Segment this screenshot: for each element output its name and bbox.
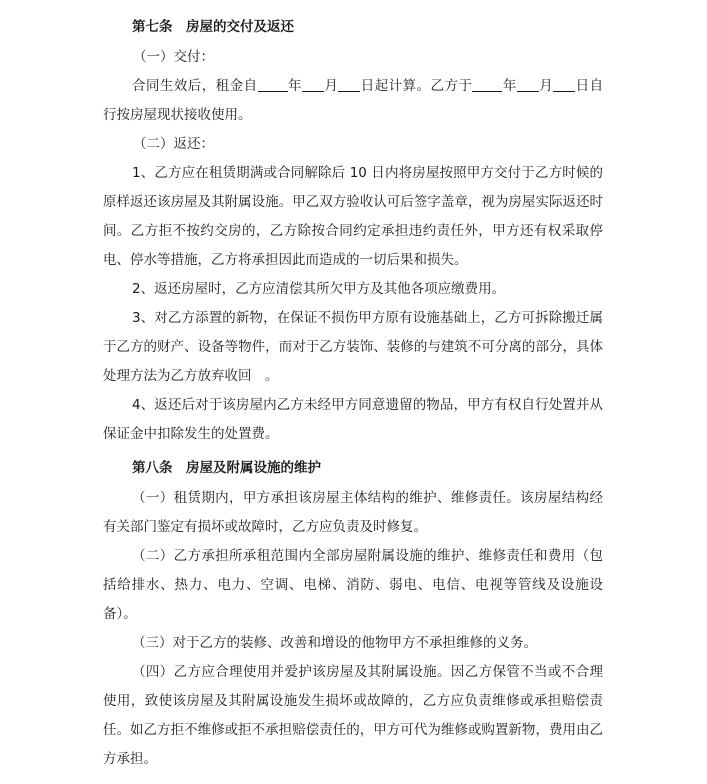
maintenance-clause-1: （一）租赁期内，甲方承担该房屋主体结构的维护、维修责任。该房屋结构经有关部门鉴定有损坏或故障时，乙方应负责及时修复。 bbox=[103, 490, 603, 535]
article-7-title: 第七条 房屋的交付及返还 bbox=[132, 19, 294, 35]
article-8-title: 第八条 房屋及附属设施的维护 bbox=[132, 460, 321, 476]
blank-start-month bbox=[302, 76, 324, 92]
blank-receive-year bbox=[472, 76, 502, 92]
return-clause-2: 2、返还房屋时，乙方应清偿其所欠甲方及其他各项应缴费用。 bbox=[132, 281, 506, 297]
maintenance-clause-3: （三）对于乙方的装修、改善和增设的他物甲方不承担维修的义务。 bbox=[132, 635, 537, 651]
blank-receive-month bbox=[517, 76, 539, 92]
return-subtitle: （二）返还： bbox=[133, 136, 214, 152]
article-7-section bbox=[103, 43, 603, 449]
return-clause-1: 1、乙方应在租赁期满或合同解除后 10 日内将房屋按照甲方交付于乙方时候的原样返还该房屋及其附属设施。甲乙双方验收认可后签字盖章，视为房屋实际返还时间。乙方拒不按约交房的，乙方除按合同约定承担违约责任外，甲方还有权采取停电、停水等措施，乙方将承担因此而造成的一切后果和损失。 bbox=[103, 165, 603, 268]
delivery-subtitle: （一）交付： bbox=[133, 49, 214, 65]
return-clause-4: 4、返还后对于该房屋内乙方未经甲方同意遗留的物品，甲方有权自行处置并从保证金中扣除发生的处置费。 bbox=[103, 397, 603, 442]
blank-receive-day bbox=[553, 76, 575, 92]
blank-start-year bbox=[258, 76, 288, 92]
return-clause-3: 3、对乙方添置的新物，在保证不损伤甲方原有设施基础上，乙方可拆除搬迁属于乙方的财产、设备等物件，而对于乙方装饰、装修的与建筑不可分离的部分，具体处理方法为乙方放弃收回 。 bbox=[103, 310, 603, 384]
blank-start-day bbox=[338, 76, 360, 92]
article-8-section bbox=[103, 484, 603, 774]
delivery-clause: 合同生效后，租金自 年 月 日起计算。乙方于 年 月 日自行按房屋现状接收使用。 bbox=[103, 78, 604, 123]
maintenance-clause-2: （二）乙方承担所承租范围内全部房屋附属设施的维护、维修责任和费用（包括给排水、热力、电力、空调、电梯、消防、弱电、电信、电视等管线及设施设备）。 bbox=[103, 548, 603, 622]
maintenance-clause-4: （四）乙方应合理使用并爱护该房屋及其附属设施。因乙方保管不当或不合理使用，致使该房屋及其附属设施发生损坏或故障的，乙方应负责维修或承担赔偿责任。如乙方拒不维修或拒不承担赔偿责任的，甲方可代为维修或购置新物，费用由乙方承担。 bbox=[103, 664, 603, 767]
